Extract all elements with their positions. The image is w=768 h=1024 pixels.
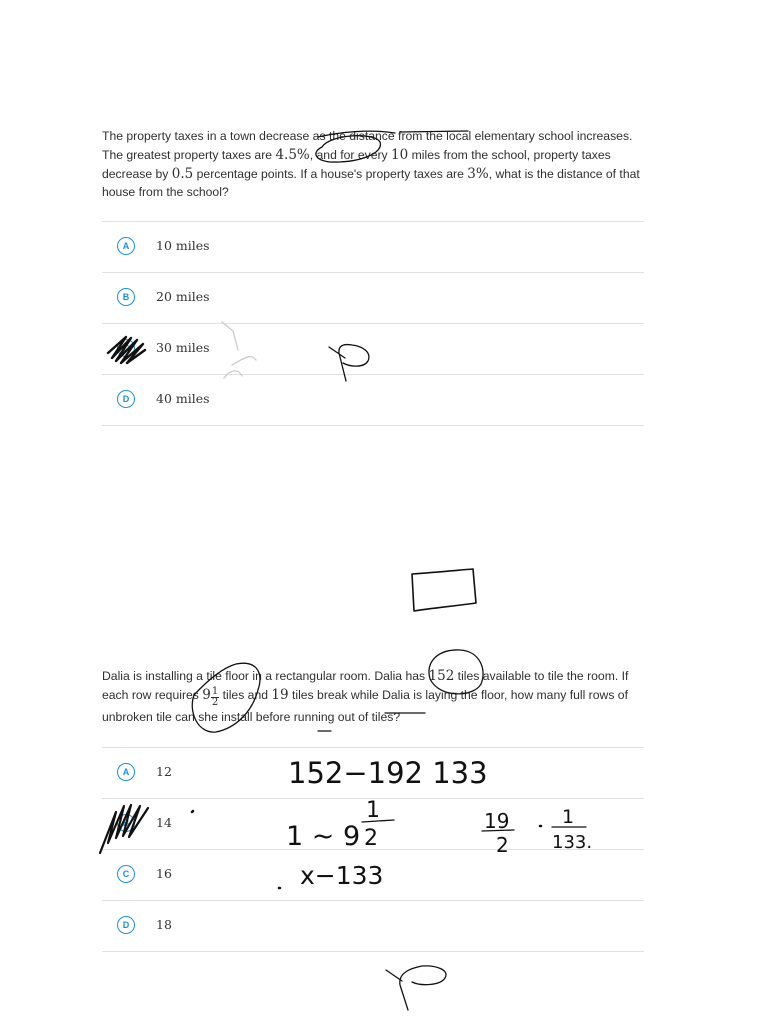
choice-b[interactable] [102,799,644,850]
ink-frac-a-num: 1 [366,798,380,823]
choice-text-c: 30 miles [156,340,210,355]
choice-text-d: 18 [156,917,172,932]
stem-math: 19 [271,686,289,703]
choice-text-b: 20 miles [156,289,210,304]
stem-math: 3% [467,165,489,182]
choice-text-d: 40 miles [156,391,210,406]
stem-math: 4.5% [275,146,310,163]
ink-frac-b-den: 2 [496,833,509,857]
ink-rectangle [412,569,476,611]
ink-mark [386,966,446,1010]
stem-text: percentage points. If a house's property taxes are [193,166,468,181]
choice-letter-b: B [117,814,135,832]
ink-frac-c-den: 133. [552,832,593,853]
question-2-stem [102,667,644,727]
choice-text-b: 14 [156,815,172,830]
question-1 [102,127,644,406]
fraction [211,687,219,708]
ink-line1: 152−192 133 [288,756,488,790]
choice-text-c: 16 [156,866,172,881]
stem-text: Dalia is installing a tile floor in a rectangular room. Dalia has [102,669,429,683]
stem-math: 9 [202,686,211,703]
choice-d[interactable] [102,901,644,952]
stem-text: tiles and [219,687,272,702]
choice-letter-d: D [117,390,135,408]
choice-text-a: 10 miles [156,238,210,253]
ink-line3: x−133 [300,861,384,890]
choice-a[interactable] [102,748,644,799]
choice-c[interactable] [102,324,644,375]
choice-b[interactable] [102,273,644,324]
stem-text: , what is the distance of that house from the school? [102,166,640,200]
stem-text: tiles available to tile the room. If each row requires [102,669,629,702]
ink-frac-c-num: 1 [562,806,575,828]
stem-math: 152 [428,668,455,684]
question-1-choices [102,221,644,426]
fraction-denominator: 2 [211,696,219,708]
stem-text: miles from the school, property taxes decrease by [102,147,611,181]
question-1-stem [102,127,644,202]
ink-frac-b-num: 19 [484,809,510,833]
choice-letter-a: A [117,237,135,255]
stem-text: , and for every [309,147,392,162]
choice-a[interactable] [102,222,644,273]
choice-letter-d: D [117,916,135,934]
choice-letter-a: A [117,763,135,781]
choice-d[interactable] [102,375,644,426]
choice-letter-c: C [117,865,135,883]
stem-math: 10 [391,146,409,163]
stem-text: tiles break while Dalia is laying the floor, how many full rows of unbroken tile can she install before running out of tiles? [102,687,628,724]
fraction-numerator: 1 [211,685,219,697]
choice-letter-b: B [117,288,135,306]
stem-math: 0.5 [171,165,194,182]
question-2-choices [102,747,644,952]
choice-text-a: 12 [156,764,172,779]
choice-letter-c: C [117,339,135,357]
ink-frac-a-den: 2 [364,826,378,851]
ink-line2: 1 ~ 9 [286,821,361,852]
choice-c[interactable] [102,850,644,901]
stem-text: The property taxes in a town decrease as the distance from the local elementary school increases. The greatest property taxes are [102,129,633,162]
